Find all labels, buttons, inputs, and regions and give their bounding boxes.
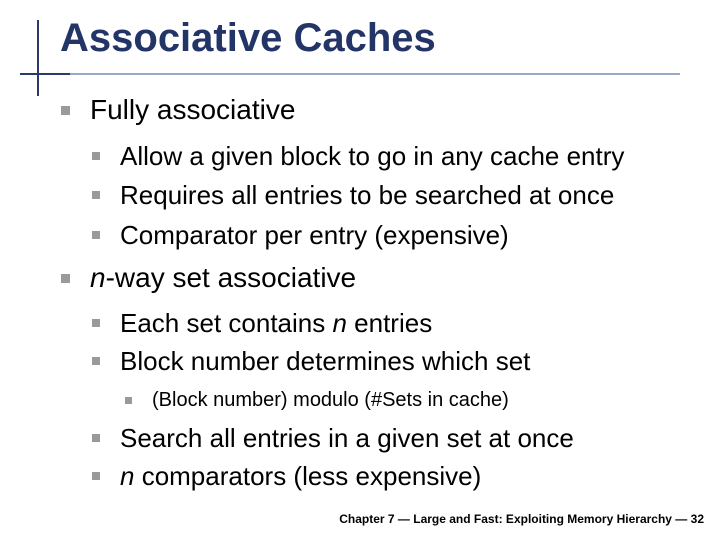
sub-bullet-requires-search (120, 180, 614, 211)
square-bullet-icon (92, 319, 100, 327)
square-bullet-icon (61, 274, 70, 283)
slide-title: Associative Caches (60, 16, 436, 60)
title-underline-accent (20, 73, 70, 75)
bullet-label: Block number determines which set (120, 346, 531, 376)
sub-bullet-block-number-determines (120, 346, 530, 377)
square-bullet-icon (92, 434, 100, 442)
sub-bullet-each-set-contains (120, 308, 432, 339)
sub-bullet-comparator-per-entry (120, 220, 509, 251)
bullet-fully-associative (90, 94, 295, 126)
square-bullet-icon (125, 397, 132, 404)
bullet-label: Search all entries in a given set at once (120, 423, 574, 453)
square-bullet-icon (61, 106, 70, 115)
slide-footer: Chapter 7 — Large and Fast: Exploiting Memory Hierarchy — 32 (339, 512, 704, 526)
square-bullet-icon (92, 191, 100, 199)
bullet-label-italic-n: n (332, 308, 347, 338)
square-bullet-icon (92, 357, 100, 365)
title-underline (20, 73, 680, 75)
square-bullet-icon (92, 152, 100, 160)
bullet-label: Requires all entries to be searched at once (120, 180, 615, 210)
square-bullet-icon (92, 472, 100, 480)
bullet-label-italic-n: n (90, 262, 106, 293)
sub-bullet-allow-block (120, 141, 624, 172)
sub-bullet-n-comparators (120, 461, 481, 492)
bullet-label-italic-n: n (120, 461, 135, 491)
bullet-label-post: comparators (less expensive) (134, 461, 482, 491)
bullet-label-pre: Each set contains (120, 308, 333, 338)
title-accent-vertical-line (37, 20, 39, 96)
square-bullet-icon (92, 231, 100, 239)
bullet-n-way-set-associative (90, 262, 356, 294)
sub-sub-bullet-modulo (152, 389, 509, 412)
bullet-label: (Block number) modulo (#Sets in cache) (152, 389, 509, 411)
bullet-label: Fully associative (90, 94, 296, 125)
bullet-label: Comparator per entry (expensive) (120, 220, 509, 250)
sub-bullet-search-all-entries (120, 423, 574, 454)
bullet-label-post: entries (346, 308, 433, 338)
bullet-label: Allow a given block to go in any cache entry (120, 141, 625, 171)
bullet-label: -way set associative (105, 262, 357, 293)
